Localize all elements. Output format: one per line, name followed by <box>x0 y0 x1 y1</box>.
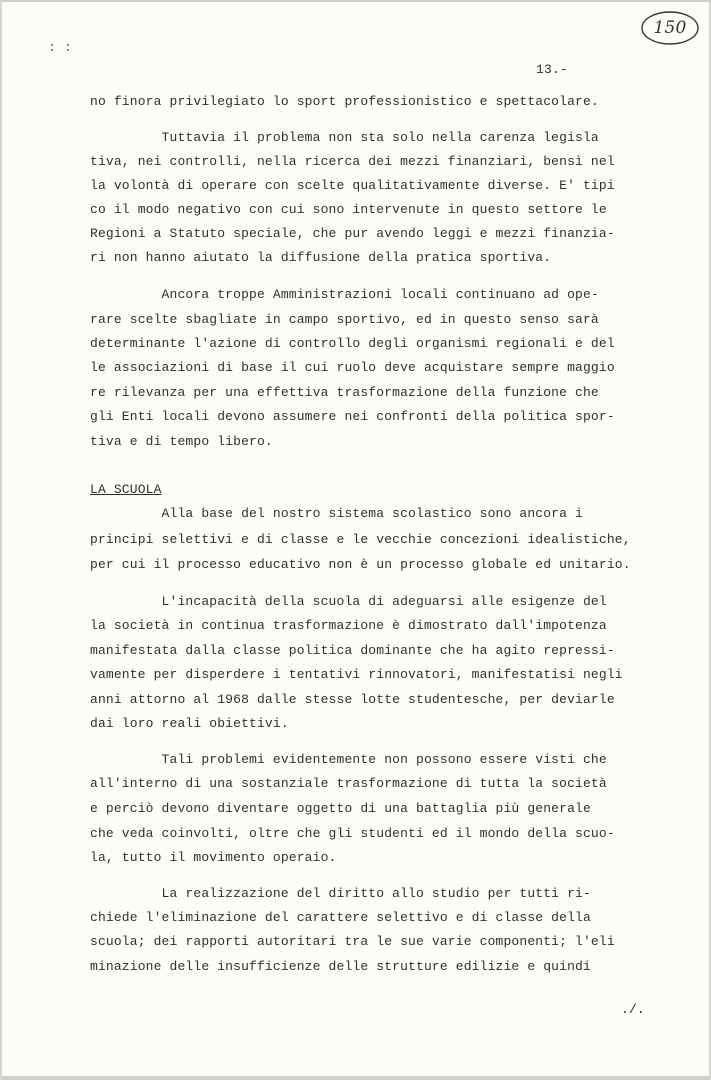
text-line: e perciò devono diventare oggetto di una battaglia più generale <box>90 801 591 816</box>
text-line: anni attorno al 1968 dalle stesse lotte studentesche, per deviarle <box>90 692 615 707</box>
text-line: minazione delle insufficienze delle strutture edilizie e quindi <box>90 959 591 974</box>
text-line: L'incapacità della scuola di adeguarsi alle esigenze del <box>90 594 607 609</box>
text-line: per cui il processo educativo non è un processo globale ed unitario. <box>90 557 631 572</box>
text-line: all'interno di una sostanziale trasformazione di tutta la società <box>90 776 607 791</box>
text-line: gli Enti locali devono assumere nei confronti della politica spor- <box>90 409 615 424</box>
text-line: rare scelte sbagliate in campo sportivo, ed in questo senso sarà <box>90 312 599 327</box>
text-line: che veda coinvolti, oltre che gli studenti ed il mondo della scuo- <box>90 826 615 841</box>
scan-border-bottom <box>0 1076 711 1080</box>
text-line: dai loro reali obiettivi. <box>90 716 289 731</box>
text-line: tiva e di tempo libero. <box>90 434 273 449</box>
continuation-mark: ./. <box>621 1002 645 1017</box>
text-line: ri non hanno aiutato la diffusione della pratica sportiva. <box>90 250 552 265</box>
page-number: 13.- <box>536 62 568 77</box>
text-line: le associazioni di base il cui ruolo deve acquistare sempre maggio <box>90 360 615 375</box>
scan-border-top <box>0 0 711 2</box>
text-line: co il modo negativo con cui sono intervenute in questo settore le <box>90 202 607 217</box>
stamp-number: 150 <box>653 18 687 38</box>
text-line: Ancora troppe Amministrazioni locali continuano ad ope- <box>90 287 599 302</box>
text-line: La realizzazione del diritto allo studio per tutti ri- <box>90 886 591 901</box>
text-line: re rilevanza per una effettiva trasformazione della funzione che <box>90 385 599 400</box>
text-line: la società in continua trasformazione è dimostrato dall'impotenza <box>90 618 607 633</box>
text-line: tiva, nei controlli, nella ricerca dei mezzi finanziari, bensì nel <box>90 154 615 169</box>
text-line: manifestata dalla classe politica dominante che ha agito repressi- <box>90 643 615 658</box>
text-line: scuola; dei rapporti autoritari tra le sue varie componenti; l'eli <box>90 934 615 949</box>
section-heading: LA SCUOLA <box>90 482 162 497</box>
text-line: vamente per disperdere i tentativi rinnovatori, manifestatisi negli <box>90 667 623 682</box>
text-line: la volontà di operare con scelte qualitativamente diverse. E' tipi <box>90 178 615 193</box>
text-line: determinante l'azione di controllo degli organismi regionali e del <box>90 336 615 351</box>
text-line: Alla base del nostro sistema scolastico sono ancora i <box>90 506 583 521</box>
scan-border-left <box>0 0 2 1080</box>
archive-stamp <box>640 10 700 46</box>
text-line: Tali problemi evidentemente non possono essere visti che <box>90 752 607 767</box>
text-line: Regioni a Statuto speciale, che pur avendo leggi e mezzi finanzia- <box>90 226 615 241</box>
text-line: no finora privilegiato lo sport professionistico e spettacolare. <box>90 94 599 109</box>
text-line: chiede l'eliminazione del carattere selettivo e di classe della <box>90 910 591 925</box>
text-line: Tuttavia il problema non sta solo nella carenza legisla <box>90 130 599 145</box>
margin-marks: : : <box>48 40 72 55</box>
text-line: principi selettivi e di classe e le vecchie concezioni idealistiche, <box>90 532 631 547</box>
text-line: la, tutto il movimento operaio. <box>90 850 337 865</box>
